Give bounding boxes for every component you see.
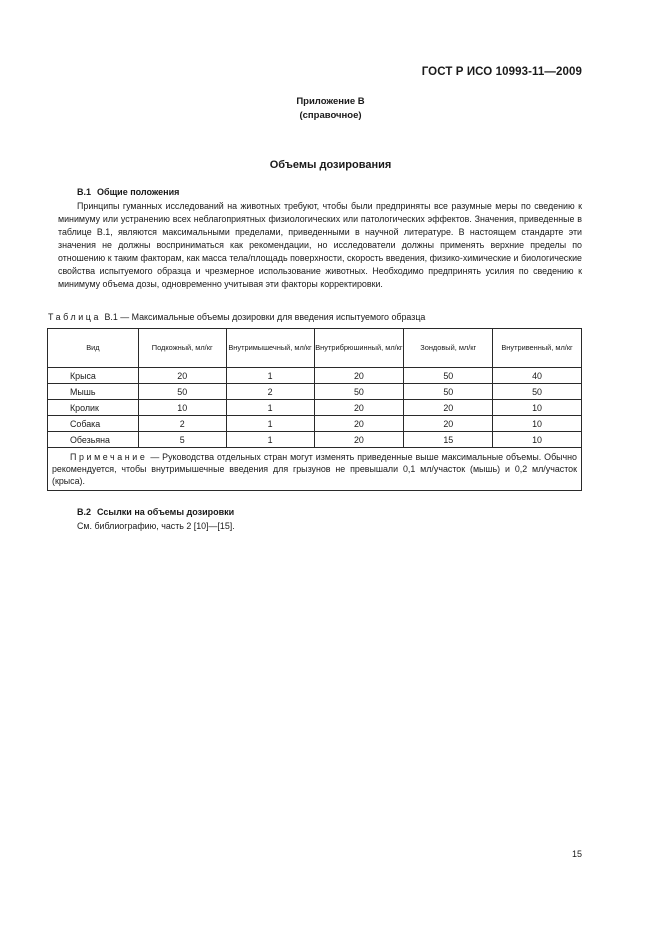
subsection-b2-title: Ссылки на объемы дозировки [97, 507, 235, 517]
cell-value: 50 [138, 384, 226, 400]
cell-value: 40 [493, 368, 582, 384]
table-row [48, 416, 582, 432]
appendix-title: Приложение В [296, 96, 365, 107]
subsection-b1-paragraph: Принципы гуманных исследований на животных требуют, чтобы были предприняты все разумные меры по сведению к минимуму или устранению всех неблагоприятных физиологических или патологических эффектов. Значения, приведенные в таблице В.1, являются максимальными пределами, приведенными в научной литературе. В настоящем стандарте эти значения не должны восприниматься как рекомендации, но исследователи должны применять верхние пределы по отношению к таким факторам, как масса тела/площадь поверхности, скорость введения, физико-химические и биологические свойства испытуемого образца и чрезмерное использование животных. Необходимо предпринять усилия по сведению к минимуму объема дозы, одновременно учитывая эти факторы корректировки. [58, 201, 582, 289]
section-title: Объемы дозирования [269, 159, 392, 171]
page-number: 15 [571, 849, 582, 859]
header-intravenous: Внутривенный, мл/кг [493, 329, 582, 368]
cell-value: 50 [404, 368, 493, 384]
subsection-b2-heading [77, 507, 234, 517]
cell-species: Мышь [48, 384, 139, 400]
cell-value: 50 [404, 384, 493, 400]
cell-value: 20 [314, 368, 404, 384]
appendix-subtitle: (справочное) [299, 110, 362, 121]
header-intraperitoneal: Внутрибрюшинный, мл/кг [314, 329, 404, 368]
cell-value: 20 [314, 432, 404, 448]
cell-value: 20 [404, 400, 493, 416]
cell-species: Кролик [48, 400, 139, 416]
cell-value: 20 [404, 416, 493, 432]
table-note-row [48, 448, 582, 491]
cell-value: 50 [314, 384, 404, 400]
table-caption-text: — Максимальные объемы дозировки для введения испытуемого образца [120, 312, 426, 322]
table-note [48, 448, 582, 491]
cell-value: 5 [138, 432, 226, 448]
subsection-b1-heading [77, 187, 179, 197]
dosage-table [47, 328, 582, 491]
cell-value: 1 [226, 432, 314, 448]
cell-value: 20 [314, 400, 404, 416]
cell-species: Собака [48, 416, 139, 432]
subsection-b2-number: В.2 [77, 507, 92, 517]
table-row [48, 368, 582, 384]
table-caption-label: Таблица [48, 312, 101, 322]
cell-species: Обезьяна [48, 432, 139, 448]
cell-value: 2 [138, 416, 226, 432]
header-gavage: Зондовый, мл/кг [404, 329, 493, 368]
cell-value: 15 [404, 432, 493, 448]
cell-value: 1 [226, 416, 314, 432]
cell-value: 1 [226, 400, 314, 416]
table-caption [48, 312, 425, 322]
table-note-label: Примечание [70, 452, 148, 462]
cell-value: 10 [493, 432, 582, 448]
table-row [48, 432, 582, 448]
header-intramuscular: Внутримышечный, мл/кг [226, 329, 314, 368]
cell-value: 2 [226, 384, 314, 400]
table-caption-number: В.1 [104, 312, 118, 322]
cell-value: 20 [138, 368, 226, 384]
subsection-b1-number: В.1 [77, 187, 92, 197]
header-subcutaneous: Подкожный, мл/кг [138, 329, 226, 368]
cell-value: 10 [138, 400, 226, 416]
cell-value: 10 [493, 416, 582, 432]
document-code: ГОСТ Р ИСО 10993-11—2009 [421, 66, 582, 78]
table-row [48, 384, 582, 400]
subsection-b2-text: См. библиографию, часть 2 [10]—[15]. [77, 521, 235, 531]
cell-value: 1 [226, 368, 314, 384]
appendix-heading [0, 95, 661, 123]
table-row [48, 400, 582, 416]
subsection-b1-title: Общие положения [97, 187, 180, 197]
cell-species: Крыса [48, 368, 139, 384]
table-note-text: — Руководства отдельных стран могут изменять приведенные выше максимальные объемы. Обычно рекомендуется, чтобы внутримышечные введения для грызунов не превышали 0,1 мл/участок (мышь) и 0,2 мл/участок (крыса). [52, 452, 577, 486]
table-header-row [48, 329, 582, 368]
cell-value: 10 [493, 400, 582, 416]
cell-value: 50 [493, 384, 582, 400]
header-species: Вид [48, 329, 139, 368]
cell-value: 20 [314, 416, 404, 432]
